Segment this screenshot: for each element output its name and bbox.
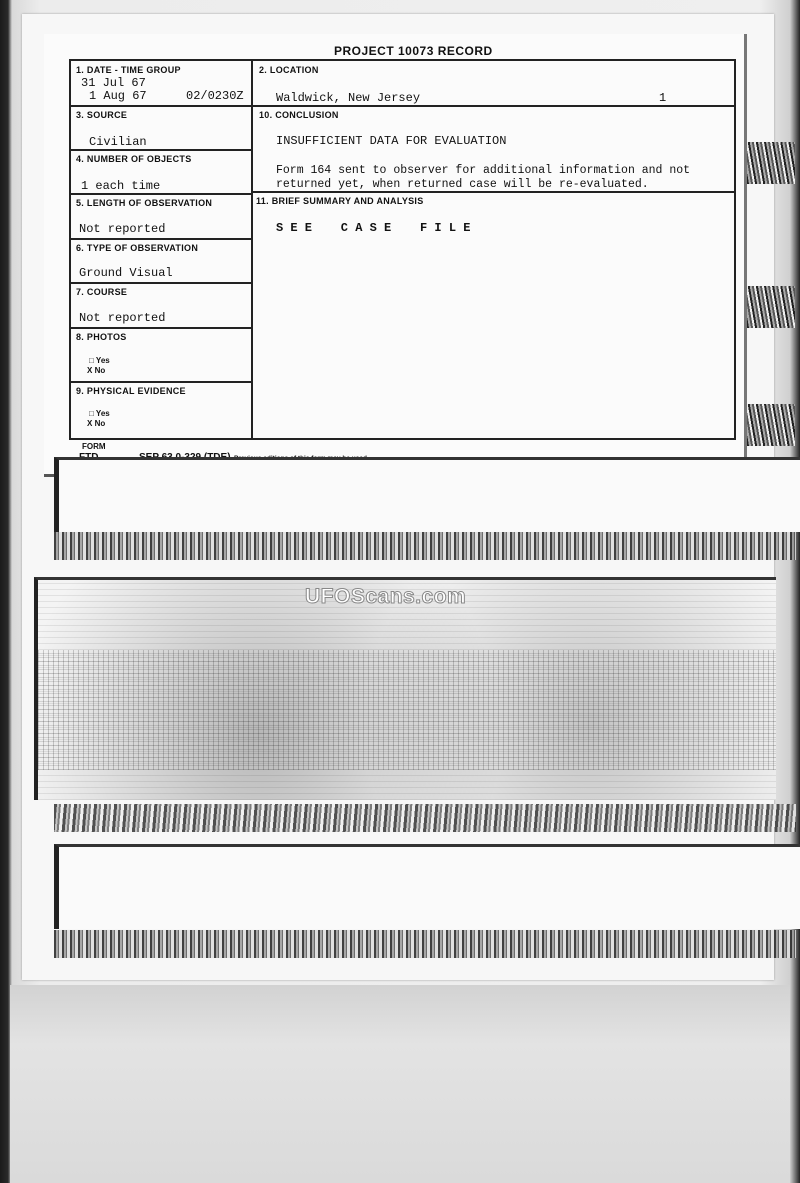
row-divider — [71, 149, 251, 151]
edge-artifact — [747, 142, 795, 184]
summary-label: 11. BRIEF SUMMARY AND ANALYSIS — [256, 196, 424, 206]
type-value: Ground Visual — [79, 266, 173, 280]
location-note: 1 — [659, 91, 667, 105]
record-card — [44, 34, 747, 477]
noise-strip — [54, 804, 796, 832]
conclusion-value: INSUFFICIENT DATA FOR EVALUATION — [276, 134, 507, 148]
course-label: 7. COURSE — [76, 287, 128, 297]
photos-yes-checkbox: □ Yes — [89, 356, 110, 365]
footer-form-word: FORM — [82, 442, 106, 451]
record-title: PROJECT 10073 RECORD — [334, 44, 493, 58]
physical-yes-checkbox: □ Yes — [89, 409, 110, 418]
location-value: Waldwick, New Jersey — [276, 91, 421, 105]
physical-no-checkbox — [87, 419, 105, 428]
edge-artifact — [747, 286, 795, 328]
row-divider — [71, 381, 251, 383]
num-objects-label: 4. NUMBER OF OBJECTS — [76, 154, 192, 164]
row-divider — [71, 238, 251, 240]
blank-card — [54, 844, 800, 929]
photos-yes-label: Yes — [95, 356, 110, 365]
lower-blank-area — [10, 985, 790, 1183]
noise-texture — [38, 650, 776, 770]
row-divider — [71, 282, 251, 284]
location-label: 2. LOCATION — [259, 65, 319, 75]
watermark: UFOScans.com — [305, 585, 467, 608]
microfilm-sheet — [22, 14, 774, 980]
summary-value: S E E C A S E F I L E — [276, 221, 471, 235]
course-value: Not reported — [79, 311, 166, 325]
length-value: Not reported — [79, 222, 166, 236]
physical-no-mark: X — [87, 419, 93, 428]
physical-evidence-label: 9. PHYSICAL EVIDENCE — [76, 386, 186, 396]
row-divider — [251, 105, 734, 107]
edge-artifact — [747, 404, 795, 446]
time-group: 02/0230Z — [186, 89, 244, 103]
date-time-label: 1. DATE - TIME GROUP — [76, 65, 181, 75]
row-divider — [71, 105, 251, 107]
conclusion-label: 10. CONCLUSION — [259, 110, 339, 120]
photos-label: 8. PHOTOS — [76, 332, 127, 342]
noisy-card — [34, 577, 776, 800]
length-label: 5. LENGTH OF OBSERVATION — [76, 198, 213, 208]
column-divider — [251, 61, 253, 438]
num-objects-value: 1 each time — [81, 179, 161, 193]
physical-yes-label: Yes — [95, 409, 110, 418]
photos-no-mark: X — [87, 366, 93, 375]
physical-no-label: No — [94, 419, 106, 428]
record-form — [69, 59, 736, 440]
noise-strip — [54, 930, 796, 958]
source-label: 3. SOURCE — [76, 110, 128, 120]
blank-card — [54, 457, 800, 532]
photos-no-label: No — [94, 366, 106, 375]
conclusion-line-1: Form 164 sent to observer for additional information and not — [276, 164, 691, 177]
date-line-2: 1 Aug 67 — [89, 89, 147, 103]
photos-no-checkbox — [87, 366, 105, 375]
row-divider — [71, 327, 251, 329]
row-divider — [71, 193, 251, 195]
type-label: 6. TYPE OF OBSERVATION — [76, 243, 199, 253]
row-divider — [251, 191, 734, 193]
noise-strip — [54, 532, 796, 560]
source-value: Civilian — [89, 135, 147, 149]
conclusion-line-2: returned yet, when returned case will be re-evaluated. — [276, 178, 649, 191]
date-line-1: 31 Jul 67 — [81, 76, 146, 90]
